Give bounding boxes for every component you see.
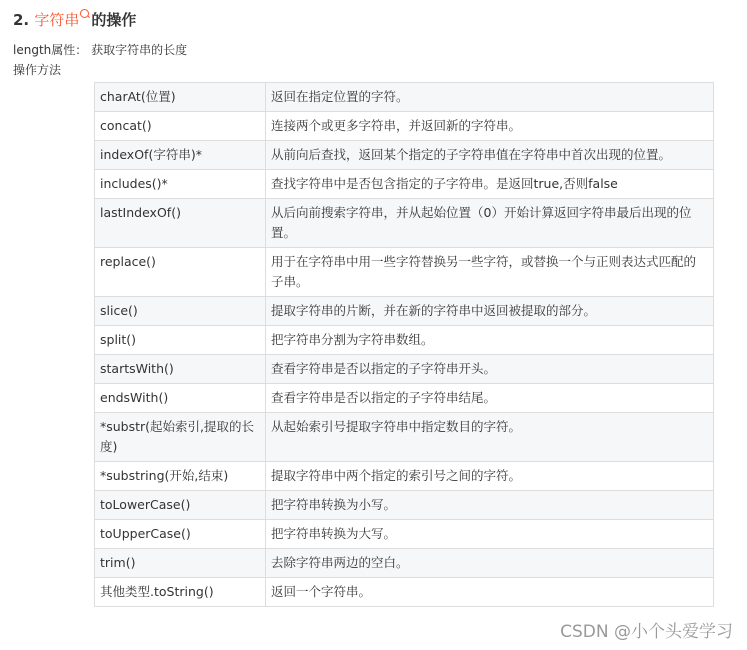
table-row [95,355,714,384]
methods-table-body [95,83,714,607]
method-name-cell: concat() [95,112,266,141]
method-description-cell: 把字符串转换为小写。 [266,491,714,520]
method-description-cell: 从前向后查找，返回某个指定的子字符串值在字符串中首次出现的位置。 [266,141,714,170]
csdn-watermark: CSDN @小个头爱学习 [560,622,733,642]
search-icon[interactable] [80,9,89,18]
table-row [95,326,714,355]
table-row [95,248,714,297]
method-name-cell: *substr(起始索引,提取的长度) [95,413,266,462]
method-description-cell: 用于在字符串中用一些字符替换另一些字符，或替换一个与正则表达式匹配的子串。 [266,248,714,297]
method-description-cell: 查看字符串是否以指定的子字符串开头。 [266,355,714,384]
method-description-cell: 返回在指定位置的字符。 [266,83,714,112]
method-description-cell: 提取字符串的片断，并在新的字符串中返回被提取的部分。 [266,297,714,326]
method-name-cell: charAt(位置) [95,83,266,112]
table-row [95,170,714,199]
length-property-line: length属性： 获取字符串的长度 [13,43,188,57]
method-description-cell: 把字符串分割为字符串数组。 [266,326,714,355]
method-description-cell: 从起始索引号提取字符串中指定数目的字符。 [266,413,714,462]
table-row [95,549,714,578]
method-description-cell: 把字符串转换为大写。 [266,520,714,549]
method-name-cell: includes()* [95,170,266,199]
methods-table [94,82,714,607]
method-description-cell: 返回一个字符串。 [266,578,714,607]
method-description-cell: 从后向前搜索字符串，并从起始位置（0）开始计算返回字符串最后出现的位置。 [266,199,714,248]
table-row [95,413,714,462]
table-row [95,83,714,112]
table-row [95,112,714,141]
method-name-cell: indexOf(字符串)* [95,141,266,170]
table-row [95,578,714,607]
method-name-cell: 其他类型.toString() [95,578,266,607]
method-description-cell: 查找字符串中是否包含指定的子字符串。是返回true,否则false [266,170,714,199]
method-description-cell: 查看字符串是否以指定的子字符串结尾。 [266,384,714,413]
table-row [95,199,714,248]
section-heading [13,9,136,31]
heading-number: 2. [13,11,30,29]
method-name-cell: lastIndexOf() [95,199,266,248]
table-row [95,520,714,549]
table-row [95,141,714,170]
method-name-cell: toLowerCase() [95,491,266,520]
method-name-cell: replace() [95,248,266,297]
method-name-cell: startsWith() [95,355,266,384]
method-name-cell: split() [95,326,266,355]
method-name-cell: slice() [95,297,266,326]
operations-label: 操作方法 [13,63,62,77]
method-description-cell: 去除字符串两边的空白。 [266,549,714,578]
table-row [95,297,714,326]
heading-keyword-link[interactable]: 字符串 [34,11,80,29]
table-row [95,462,714,491]
heading-rest: 的操作 [91,11,137,29]
method-name-cell: *substring(开始,结束) [95,462,266,491]
method-name-cell: toUpperCase() [95,520,266,549]
method-name-cell: trim() [95,549,266,578]
method-description-cell: 提取字符串中两个指定的索引号之间的字符。 [266,462,714,491]
table-row [95,384,714,413]
method-description-cell: 连接两个或更多字符串，并返回新的字符串。 [266,112,714,141]
method-name-cell: endsWith() [95,384,266,413]
table-row [95,491,714,520]
